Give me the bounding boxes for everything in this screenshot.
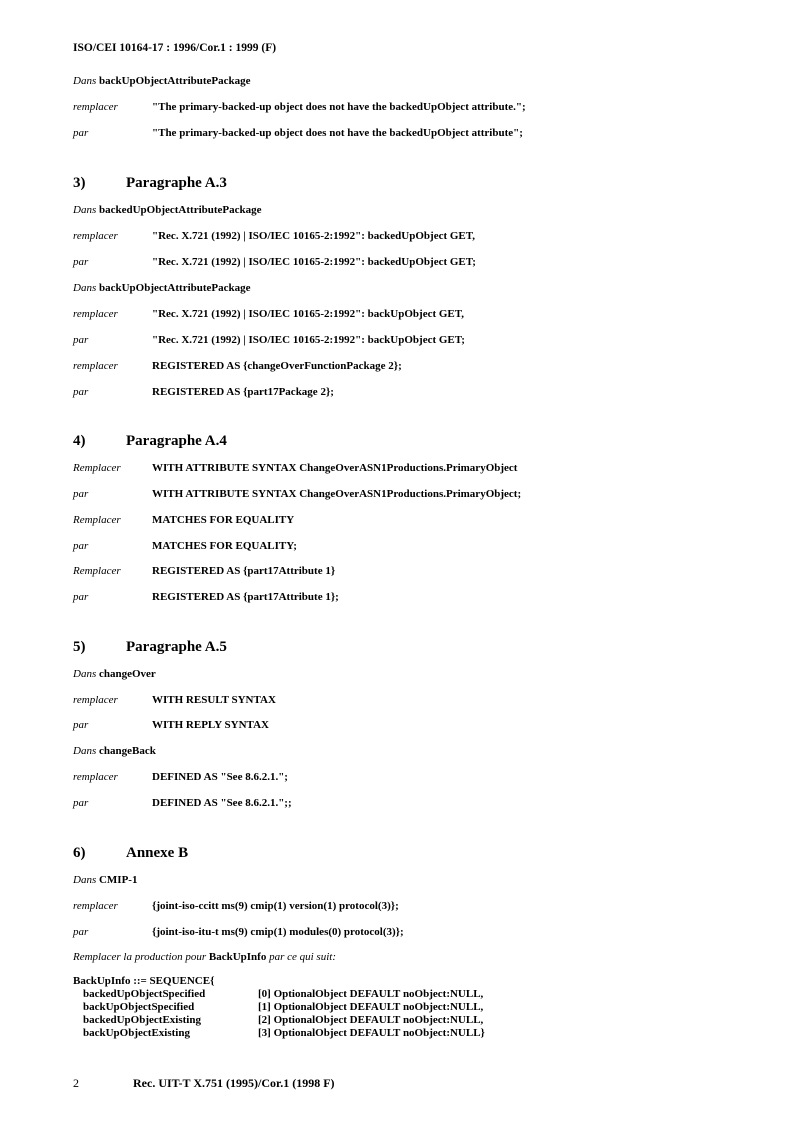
dans-line bbox=[73, 668, 156, 680]
row-text: WITH RESULT SYNTAX bbox=[152, 694, 276, 706]
row-label: par bbox=[73, 591, 89, 603]
code-field-name: backedUpObjectExisting bbox=[83, 1014, 201, 1026]
row-label: par bbox=[73, 386, 89, 398]
section-number: 6) bbox=[73, 845, 86, 861]
row-label: par bbox=[73, 926, 89, 938]
row-text: REGISTERED AS {changeOverFunctionPackage 2}; bbox=[152, 360, 402, 372]
page-number: 2 bbox=[73, 1076, 79, 1090]
replace-intro-c: par ce qui suit: bbox=[269, 951, 336, 963]
row-text: WITH REPLY SYNTAX bbox=[152, 719, 269, 731]
row-text: {joint-iso-ccitt ms(9) cmip(1) version(1) protocol(3)}; bbox=[152, 900, 399, 912]
dans-target: changeBack bbox=[98, 745, 156, 757]
row-label: par bbox=[73, 127, 89, 139]
row-label: Remplacer bbox=[73, 565, 121, 577]
dans-line bbox=[73, 282, 251, 294]
row-text: {joint-iso-itu-t ms(9) cmip(1) modules(0) protocol(3)}; bbox=[152, 926, 404, 938]
dans-target: backUpObjectAttributePackage bbox=[98, 75, 251, 87]
section-title: Paragraphe A.4 bbox=[126, 433, 227, 449]
row-text: MATCHES FOR EQUALITY bbox=[152, 514, 295, 526]
row-text: DEFINED AS "See 8.6.2.1."; bbox=[152, 771, 288, 783]
dans-word: Dans bbox=[73, 282, 97, 294]
code-row bbox=[73, 1014, 484, 1027]
row-label: remplacer bbox=[73, 308, 118, 320]
row-label: par bbox=[73, 334, 89, 346]
row-label: Remplacer bbox=[73, 514, 121, 526]
row-text: "Rec. X.721 (1992) | ISO/IEC 10165-2:1992": backUpObject GET; bbox=[152, 334, 465, 346]
row-label: par bbox=[73, 488, 89, 500]
row-label: remplacer bbox=[73, 694, 118, 706]
replace-intro bbox=[73, 951, 336, 963]
code-field-name: backedUpObjectSpecified bbox=[83, 988, 206, 1000]
row-label: par bbox=[73, 797, 89, 809]
row-text: "Rec. X.721 (1992) | ISO/IEC 10165-2:1992": backedUpObject GET, bbox=[152, 230, 476, 242]
section-title: Paragraphe A.5 bbox=[126, 639, 227, 655]
section-title: Paragraphe A.3 bbox=[126, 175, 227, 191]
code-field-value: [0] OptionalObject DEFAULT noObject:NULL, bbox=[258, 988, 484, 1000]
row-label: Remplacer bbox=[73, 462, 121, 474]
row-label: remplacer bbox=[73, 101, 118, 113]
code-field-value: [2] OptionalObject DEFAULT noObject:NULL, bbox=[258, 1014, 484, 1026]
row-label: remplacer bbox=[73, 360, 118, 372]
replace-intro-b: BackUpInfo bbox=[208, 951, 267, 963]
row-label: remplacer bbox=[73, 230, 118, 242]
row-text: "Rec. X.721 (1992) | ISO/IEC 10165-2:1992": backUpObject GET, bbox=[152, 308, 465, 320]
row-label: par bbox=[73, 256, 89, 268]
dans-word: Dans bbox=[73, 204, 97, 216]
row-text: DEFINED AS "See 8.6.2.1.";; bbox=[152, 797, 292, 809]
section-number: 3) bbox=[73, 175, 86, 191]
row-text: REGISTERED AS {part17Attribute 1} bbox=[152, 565, 336, 577]
page-header: ISO/CEI 10164-17 : 1996/Cor.1 : 1999 (F) bbox=[73, 42, 277, 54]
footer-reference: Rec. UIT-T X.751 (1995)/Cor.1 (1998 F) bbox=[133, 1076, 335, 1090]
code-field-value: [3] OptionalObject DEFAULT noObject:NULL} bbox=[258, 1027, 485, 1039]
dans-line bbox=[73, 874, 137, 886]
dans-target: changeOver bbox=[98, 668, 156, 680]
dans-line bbox=[73, 745, 156, 757]
code-field-name: backUpObjectSpecified bbox=[83, 1001, 195, 1013]
row-label: remplacer bbox=[73, 900, 118, 912]
dans-target: CMIP-1 bbox=[98, 874, 138, 886]
code-field-name: backUpObjectExisting bbox=[83, 1027, 190, 1039]
row-text: REGISTERED AS {part17Package 2}; bbox=[152, 386, 334, 398]
section-title: Annexe B bbox=[126, 845, 189, 861]
code-field-value: [1] OptionalObject DEFAULT noObject:NULL, bbox=[258, 1001, 484, 1013]
dans-line bbox=[73, 75, 251, 87]
row-label: remplacer bbox=[73, 771, 118, 783]
dans-word: Dans bbox=[73, 874, 97, 886]
dans-line bbox=[73, 204, 262, 216]
row-label: par bbox=[73, 540, 89, 552]
dans-word: Dans bbox=[73, 75, 97, 87]
row-text: "The primary-backed-up object does not have the backedUpObject attribute."; bbox=[152, 101, 526, 113]
code-row bbox=[73, 1027, 485, 1040]
code-row bbox=[73, 988, 484, 1001]
code-row bbox=[73, 1001, 484, 1014]
row-text: REGISTERED AS {part17Attribute 1}; bbox=[152, 591, 339, 603]
asn1-code-block bbox=[73, 975, 485, 1040]
row-text: "The primary-backed-up object does not have the backedUpObject attribute"; bbox=[152, 127, 523, 139]
dans-word: Dans bbox=[73, 668, 97, 680]
code-head: BackUpInfo ::= SEQUENCE{ bbox=[73, 975, 215, 987]
row-text: "Rec. X.721 (1992) | ISO/IEC 10165-2:1992": backedUpObject GET; bbox=[152, 256, 476, 268]
section-number: 4) bbox=[73, 433, 86, 449]
dans-word: Dans bbox=[73, 745, 97, 757]
dans-target: backUpObjectAttributePackage bbox=[98, 282, 251, 294]
row-text: WITH ATTRIBUTE SYNTAX ChangeOverASN1Productions.PrimaryObject; bbox=[152, 488, 522, 500]
row-text: MATCHES FOR EQUALITY; bbox=[152, 540, 297, 552]
section-number: 5) bbox=[73, 639, 86, 655]
dans-target: backedUpObjectAttributePackage bbox=[98, 204, 262, 216]
row-label: par bbox=[73, 719, 89, 731]
replace-intro-a: Remplacer la production pour bbox=[73, 951, 207, 963]
row-text: WITH ATTRIBUTE SYNTAX ChangeOverASN1Productions.PrimaryObject bbox=[152, 462, 518, 474]
